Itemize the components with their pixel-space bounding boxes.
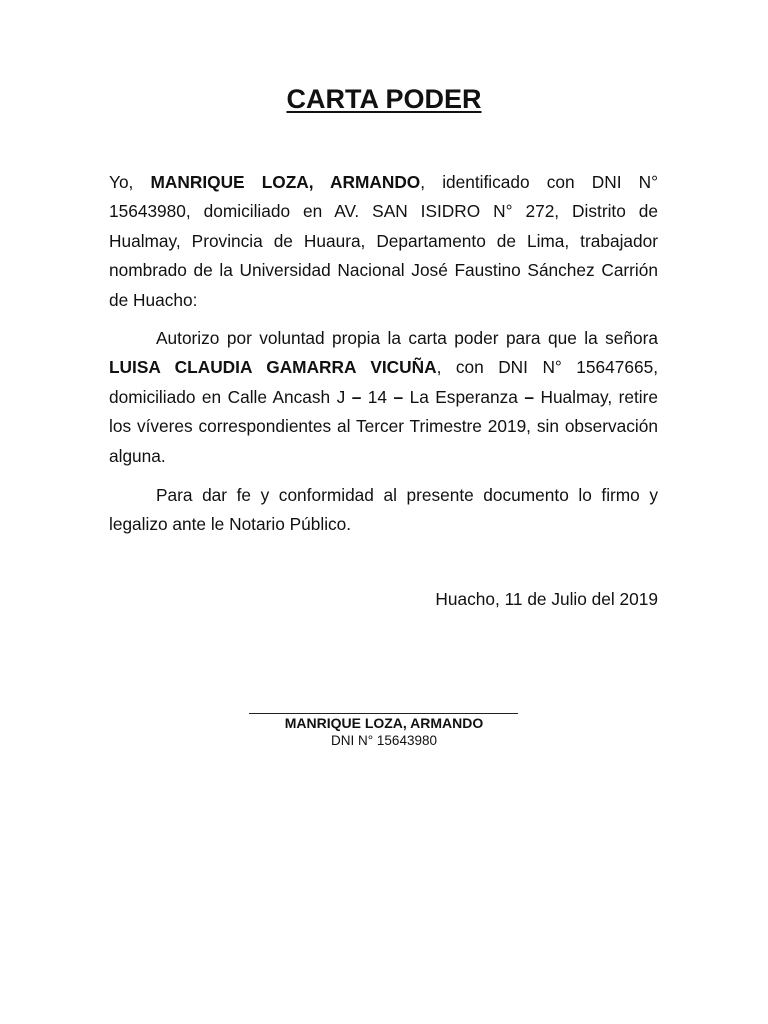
paragraph-declarant: [109, 168, 658, 315]
document-title-text: CARTA PODER: [286, 84, 482, 114]
paragraph-declarant-intro: Yo,: [109, 172, 151, 192]
signature-dni: DNI N° 15643980: [331, 733, 437, 748]
document-title: [0, 84, 768, 115]
address-place: La Esperanza: [403, 386, 525, 407]
paragraph-declarant-rest: , identificado con DNI N° 15643980, domiciliado en AV. SAN ISIDRO N° 272, Distrito de Hualmay, Provincia de Huaura, Departamento de Lima, trabajador nombrado de la Universidad Nacional José Faustino Sánchez Carrión de Huacho:: [109, 172, 659, 310]
paragraph-authorization-intro: Autorizo por voluntad propia la carta poder para que la señora: [156, 328, 658, 348]
document-date: Huacho, 11 de Julio del 2019: [435, 589, 658, 609]
paragraph-authorization-rest: Hualmay, retire los víveres correspondientes al Tercer Trimestre 2019, sin observación alguna.: [109, 386, 659, 466]
paragraph-authorization-mid: , con DNI N° 15647665, domiciliado en Calle Ancash J: [109, 357, 658, 407]
address-number: 14: [361, 386, 394, 407]
paragraph-conformity: Para dar fe y conformidad al presente documento lo firmo y legalizo ante le Notario Público.: [109, 485, 658, 535]
signature-line: [249, 713, 518, 714]
declarant-name: MANRIQUE LOZA, ARMANDO: [150, 172, 421, 192]
address-dash: –: [393, 386, 404, 407]
paragraph-authorization: [109, 324, 658, 471]
signature-name: MANRIQUE LOZA, ARMANDO: [284, 715, 484, 731]
address-dash: –: [351, 386, 362, 407]
authorized-name: LUISA CLAUDIA GAMARRA VICUÑA: [109, 357, 437, 378]
address-dash: –: [524, 386, 534, 407]
